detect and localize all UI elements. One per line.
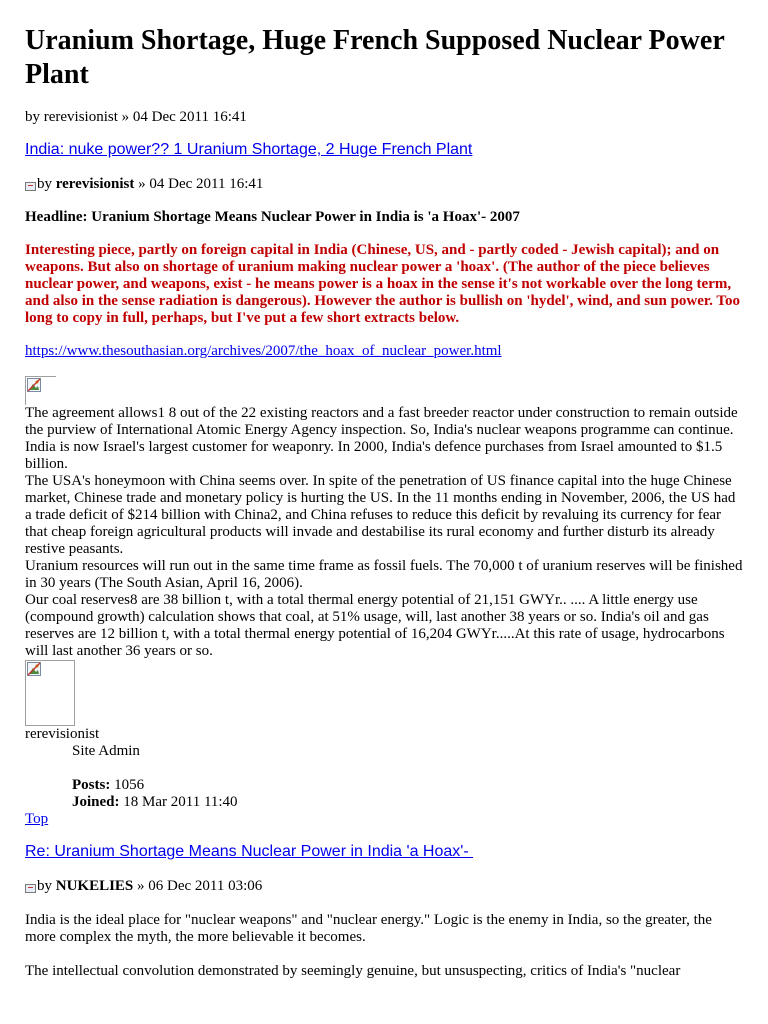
post-icon[interactable] — [25, 182, 36, 191]
post-meta — [25, 176, 745, 193]
profile-posts — [25, 777, 745, 794]
by-prefix: by — [37, 176, 56, 192]
post-body — [25, 912, 745, 980]
topic-title: Uranium Shortage, Huge French Supposed Nuclear Power Plant — [25, 25, 725, 90]
post-icon[interactable] — [25, 884, 36, 893]
by-prefix: by — [37, 878, 56, 894]
post-title — [25, 842, 745, 861]
body-paragraph: Our coal reserves8 are 38 billion t, with a total thermal energy potential of 21,151 GWYr.. .... A little energy use (compound growth) calculation shows that coal, at 51% usage, will, last another 38 years or so. India's oil and gas reserves are 12 billion t, with a total thermal energy potential of 16,204 GWYr.....At this rate of usage, hydrocarbons will last another 36 years or so. — [25, 592, 725, 659]
post-headline: Headline: Uranium Shortage Means Nuclear Power in India is 'a Hoax'- 2007 — [25, 209, 520, 225]
avatar — [25, 660, 75, 726]
post-author: NUKELIES — [55, 878, 134, 894]
post-title — [25, 140, 745, 159]
post-title-link[interactable]: Re: Uranium Shortage Means Nuclear Power in India 'a Hoax'- — [25, 843, 474, 860]
body-paragraph: The USA's honeymoon with China seems over. In spite of the penetration of US finance capital into the huge Chinese market, Chinese trade and monetary policy is hurting the US. In the 11 months ending in November, 2006, the US had a trade deficit of $214 billion with China2, and China refuses to reduce this deficit by revaluing its currency for fear that cheap foreign agricultural products will invade and destabilise its rural economy and further disturb its already restive peasants. — [25, 473, 736, 557]
body-paragraph: Uranium resources will run out in the same time frame as fossil fuels. The 70,000 t of uranium reserves will be finished in 30 years (The South Asian, April 16, 2006). — [25, 558, 743, 591]
joined-label: Joined: — [72, 794, 120, 810]
post-note: Interesting piece, partly on foreign capital in India (Chinese, US, and - partly coded - Jewish capital); and on weapons. But also on shortage of uranium making nuclear power a 'hoax'. (The author of the piece believes nuclear power, and weapons, exist - he means power is a hoax in the sense it's not workable over the long term, and also in the sense radiation is dangerous). However the author is bullish on 'hydel', wind, and sun power. Too long to copy in full, perhaps, but I've put a few short extracts below. — [25, 242, 741, 326]
topic-byline: by rerevisionist » 04 Dec 2011 16:41 — [25, 109, 247, 125]
forum-page — [25, 0, 745, 997]
body-paragraph: The intellectual convolution demonstrated by seemingly genuine, but unsuspecting, critics of India's "nuclear — [25, 963, 681, 979]
profile-rank: Site Admin — [72, 743, 140, 759]
posts-label: Posts: — [72, 777, 111, 793]
broken-image-icon — [27, 378, 41, 392]
author-profile — [25, 726, 745, 828]
post-body — [25, 405, 745, 660]
broken-avatar-icon — [27, 662, 41, 676]
body-paragraph: The agreement allows1 8 out of the 22 existing reactors and a fast breeder reactor under construction to remain outside the purview of International Atomic Energy Agency inspection. So, India's nuclear weapons programme can continue. — [25, 405, 738, 438]
joined-value: 18 Mar 2011 11:40 — [119, 794, 238, 810]
top-link[interactable]: Top — [25, 811, 49, 827]
profile-joined — [25, 794, 745, 811]
post-date: » 06 Dec 2011 03:06 — [133, 878, 263, 894]
source-link[interactable]: https://www.thesouthasian.org/archives/2007/the_hoax_of_nuclear_power.html — [25, 343, 502, 359]
posts-value: 1056 — [110, 777, 145, 793]
post-title-link[interactable]: India: nuke power?? 1 Uranium Shortage, 2 Huge French Plant — [25, 141, 473, 158]
post-author: rerevisionist — [55, 176, 135, 192]
body-paragraph: India is the ideal place for "nuclear weapons" and "nuclear energy." Logic is the enemy in India, so the greater, the more complex the myth, the more believable it becomes. — [25, 912, 712, 945]
post-meta — [25, 878, 745, 895]
post-date: » 04 Dec 2011 16:41 — [134, 176, 264, 192]
broken-image — [25, 376, 56, 405]
profile-username: rerevisionist — [25, 726, 100, 742]
body-paragraph: India is now Israel's largest customer for weaponry. In 2000, India's defence purchases from Israel amounted to $1.5 billion. — [25, 439, 723, 472]
